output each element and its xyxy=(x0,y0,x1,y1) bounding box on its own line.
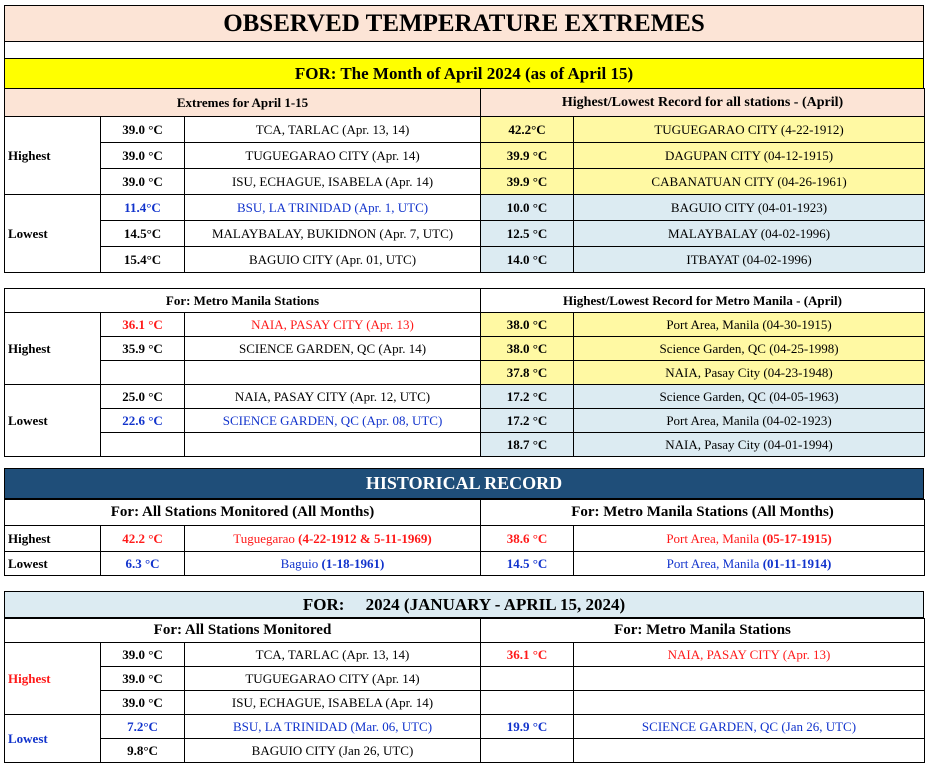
record-station: NAIA, PASAY CITY (Apr. 13) xyxy=(574,643,925,667)
metro-manila-april-table xyxy=(4,288,925,457)
station-name: Baguio xyxy=(280,556,319,571)
table-row: Lowest 6.3 °C Baguio (1-18-1961) 14.5 °C Port Area, Manila (01-11-1914) xyxy=(5,552,925,576)
year-banner-text: FOR: 2024 (JANUARY - APRIL 15, 2024) xyxy=(302,594,626,614)
station-name: TUGUEGARAO CITY (Apr. 14) xyxy=(185,143,481,169)
record-value: 12.5 xyxy=(506,226,530,241)
empty-cell xyxy=(185,361,481,385)
record-date: (4-22-1912 & 5-11-1969) xyxy=(298,531,432,546)
table-row: 39.0 °C ISU, ECHAGUE, ISABELA (Apr. 14) 39.9 °C CABANATUAN CITY (04-26-1961) xyxy=(5,169,925,195)
record-station: Port Area, Manila xyxy=(666,531,760,546)
temp-value: 39.0 xyxy=(122,148,145,163)
station-name: TUGUEGARAO CITY (Apr. 14) xyxy=(185,667,481,691)
record-date: (01-11-1914) xyxy=(762,556,832,571)
temp-value: 6.3 xyxy=(125,556,142,571)
record-value: 39.9 xyxy=(506,174,530,189)
historical-banner xyxy=(4,468,924,499)
empty-cell xyxy=(481,667,574,691)
station-name: TCA, TARLAC (Apr. 13, 14) xyxy=(185,117,481,143)
historical-table xyxy=(4,499,925,576)
row-label-highest: Highest xyxy=(5,117,101,195)
empty-cell xyxy=(481,691,574,715)
row-label-highest: Highest xyxy=(5,313,101,385)
main-title xyxy=(4,5,924,42)
temp-value: 35.9 xyxy=(122,341,145,356)
year-right-header: For: Metro Manila Stations xyxy=(481,619,925,643)
temp-value: 11.4 xyxy=(124,200,147,215)
record-value: 19.9 xyxy=(506,719,530,734)
table-row: 39.0 °C ISU, ECHAGUE, ISABELA (Apr. 14) xyxy=(5,691,925,715)
table-row: 18.7 °C NAIA, Pasay City (04-01-1994) xyxy=(5,433,925,457)
temp-value: 42.2 xyxy=(122,531,145,546)
empty-cell xyxy=(574,667,925,691)
empty-cell xyxy=(574,739,925,763)
table-row: Lowest 11.4°C BSU, LA TRINIDAD (Apr. 1, UTC) 10.0 °C BAGUIO CITY (04-01-1923) xyxy=(5,195,925,221)
temp-value: 15.4 xyxy=(123,252,147,267)
station-name: BSU, LA TRINIDAD (Apr. 1, UTC) xyxy=(185,195,481,221)
station-name: BAGUIO CITY (Jan 26, UTC) xyxy=(185,739,481,763)
record-value: 38.6 xyxy=(506,531,530,546)
station-name: MALAYBALAY, BUKIDNON (Apr. 7, UTC) xyxy=(185,221,481,247)
record-station: TUGUEGARAO CITY (4-22-1912) xyxy=(574,117,925,143)
station-name: SCIENCE GARDEN, QC (Apr. 14) xyxy=(185,337,481,361)
station-name: ISU, ECHAGUE, ISABELA (Apr. 14) xyxy=(185,691,481,715)
row-label-highest: Highest xyxy=(5,643,101,715)
record-station: DAGUPAN CITY (04-12-1915) xyxy=(574,143,925,169)
station-name: SCIENCE GARDEN, QC (Apr. 08, UTC) xyxy=(185,409,481,433)
record-station: CABANATUAN CITY (04-26-1961) xyxy=(574,169,925,195)
station-name: ISU, ECHAGUE, ISABELA (Apr. 14) xyxy=(185,169,481,195)
table-row: Highest 39.0 °C TCA, TARLAC (Apr. 13, 14) 42.2°C TUGUEGARAO CITY (4-22-1912) xyxy=(5,117,925,143)
record-station: Science Garden, QC (04-25-1998) xyxy=(574,337,925,361)
record-station: Port Area, Manila (04-30-1915) xyxy=(574,313,925,337)
temp-value: 39.0 xyxy=(122,671,145,686)
metro-right-header: Highest/Lowest Record for Metro Manila - (April) xyxy=(481,289,925,313)
april-extremes-table xyxy=(4,88,925,273)
row-label-lowest: Lowest xyxy=(5,715,101,763)
record-value: 37.8 xyxy=(506,365,530,380)
table-row: Highest 36.1 °C NAIA, PASAY CITY (Apr. 13) 38.0 °C Port Area, Manila (04-30-1915) xyxy=(5,313,925,337)
metro-left-header: For: Metro Manila Stations xyxy=(5,289,481,313)
record-value: 17.2 xyxy=(506,389,530,404)
record-value: 10.0 xyxy=(506,200,530,215)
empty-cell xyxy=(574,691,925,715)
temp-value: 39.0 xyxy=(122,174,145,189)
table-row: 37.8 °C NAIA, Pasay City (04-23-1948) xyxy=(5,361,925,385)
station-name: Tuguegarao xyxy=(233,531,295,546)
temp-value: 22.6 xyxy=(122,413,145,428)
record-value: 14.0 xyxy=(506,252,530,267)
record-value: 14.5 xyxy=(506,556,530,571)
empty-cell xyxy=(185,433,481,457)
record-value: 18.7 xyxy=(506,437,530,452)
station-name: TCA, TARLAC (Apr. 13, 14) xyxy=(185,643,481,667)
table-row: Highest 39.0 °C TCA, TARLAC (Apr. 13, 14) 36.1 °C NAIA, PASAY CITY (Apr. 13) xyxy=(5,643,925,667)
temp-value: 9.8 xyxy=(127,743,144,758)
record-station: Port Area, Manila (04-02-1923) xyxy=(574,409,925,433)
record-value: 38.0 xyxy=(506,317,530,332)
record-station: Port Area, Manila xyxy=(666,556,760,571)
row-label-highest: Highest xyxy=(5,526,101,552)
historical-left-header: For: All Stations Monitored (All Months) xyxy=(5,500,481,526)
station-name: BSU, LA TRINIDAD (Mar. 06, UTC) xyxy=(185,715,481,739)
table-row: 35.9 °C SCIENCE GARDEN, QC (Apr. 14) 38.0 °C Science Garden, QC (04-25-1998) xyxy=(5,337,925,361)
empty-cell xyxy=(101,361,185,385)
record-date: (1-18-1961) xyxy=(321,556,385,571)
year-left-header: For: All Stations Monitored xyxy=(5,619,481,643)
record-date: (05-17-1915) xyxy=(762,531,832,546)
record-value: 17.2 xyxy=(506,413,530,428)
empty-cell xyxy=(481,739,574,763)
record-station: Science Garden, QC (04-05-1963) xyxy=(574,385,925,409)
row-label-lowest: Lowest xyxy=(5,385,101,457)
table-row: 39.0 °C TUGUEGARAO CITY (Apr. 14) xyxy=(5,667,925,691)
table-row: 14.5°C MALAYBALAY, BUKIDNON (Apr. 7, UTC) 12.5 °C MALAYBALAY (04-02-1996) xyxy=(5,221,925,247)
temp-value: 36.1 xyxy=(122,317,145,332)
temp-value: 39.0 xyxy=(122,647,145,662)
april-left-header: Extremes for April 1-15 xyxy=(5,89,481,117)
table-row: Highest 42.2 °C Tuguegarao (4-22-1912 & 5-11-1969) 38.6 °C Port Area, Manila (05-17-1915) xyxy=(5,526,925,552)
month-banner xyxy=(4,59,924,89)
station-name: NAIA, PASAY CITY (Apr. 13) xyxy=(185,313,481,337)
table-row: 22.6 °C SCIENCE GARDEN, QC (Apr. 08, UTC) 17.2 °C Port Area, Manila (04-02-1923) xyxy=(5,409,925,433)
record-value: 38.0 xyxy=(506,341,530,356)
april-right-header: Highest/Lowest Record for all stations - (April) xyxy=(481,89,925,117)
temp-value: 7.2 xyxy=(127,719,144,734)
table-row: Lowest 7.2°C BSU, LA TRINIDAD (Mar. 06, UTC) 19.9 °C SCIENCE GARDEN, QC (Jan 26, UTC) xyxy=(5,715,925,739)
row-label-lowest: Lowest xyxy=(5,195,101,273)
month-banner-text: FOR: The Month of April 2024 (as of April 15) xyxy=(294,63,634,83)
record-station: NAIA, Pasay City (04-23-1948) xyxy=(574,361,925,385)
table-row: Lowest 25.0 °C NAIA, PASAY CITY (Apr. 12, UTC) 17.2 °C Science Garden, QC (04-05-1963) xyxy=(5,385,925,409)
record-value: 39.9 xyxy=(506,148,530,163)
historical-right-header: For: Metro Manila Stations (All Months) xyxy=(481,500,925,526)
record-station: ITBAYAT (04-02-1996) xyxy=(574,247,925,273)
row-label-lowest: Lowest xyxy=(5,552,101,576)
record-station: MALAYBALAY (04-02-1996) xyxy=(574,221,925,247)
year-2024-table xyxy=(4,618,925,763)
table-row: 9.8°C BAGUIO CITY (Jan 26, UTC) xyxy=(5,739,925,763)
empty-cell xyxy=(101,433,185,457)
record-station: NAIA, Pasay City (04-01-1994) xyxy=(574,433,925,457)
record-value: 36.1 xyxy=(506,647,530,662)
temp-value: 39.0 xyxy=(122,122,145,137)
table-row: 15.4°C BAGUIO CITY (Apr. 01, UTC) 14.0 °C ITBAYAT (04-02-1996) xyxy=(5,247,925,273)
station-name: NAIA, PASAY CITY (Apr. 12, UTC) xyxy=(185,385,481,409)
table-row: 39.0 °C TUGUEGARAO CITY (Apr. 14) 39.9 °C DAGUPAN CITY (04-12-1915) xyxy=(5,143,925,169)
main-title-text: OBSERVED TEMPERATURE EXTREMES xyxy=(223,9,705,37)
historical-banner-text: HISTORICAL RECORD xyxy=(365,473,563,493)
temp-value: 14.5 xyxy=(123,226,147,241)
temp-value: 39.0 xyxy=(122,695,145,710)
spacer-row xyxy=(4,42,924,59)
temp-value: 25.0 xyxy=(122,389,145,404)
record-station: SCIENCE GARDEN, QC (Jan 26, UTC) xyxy=(574,715,925,739)
year-banner xyxy=(4,591,924,618)
record-station: BAGUIO CITY (04-01-1923) xyxy=(574,195,925,221)
station-name: BAGUIO CITY (Apr. 01, UTC) xyxy=(185,247,481,273)
record-value: 42.2 xyxy=(508,122,532,137)
